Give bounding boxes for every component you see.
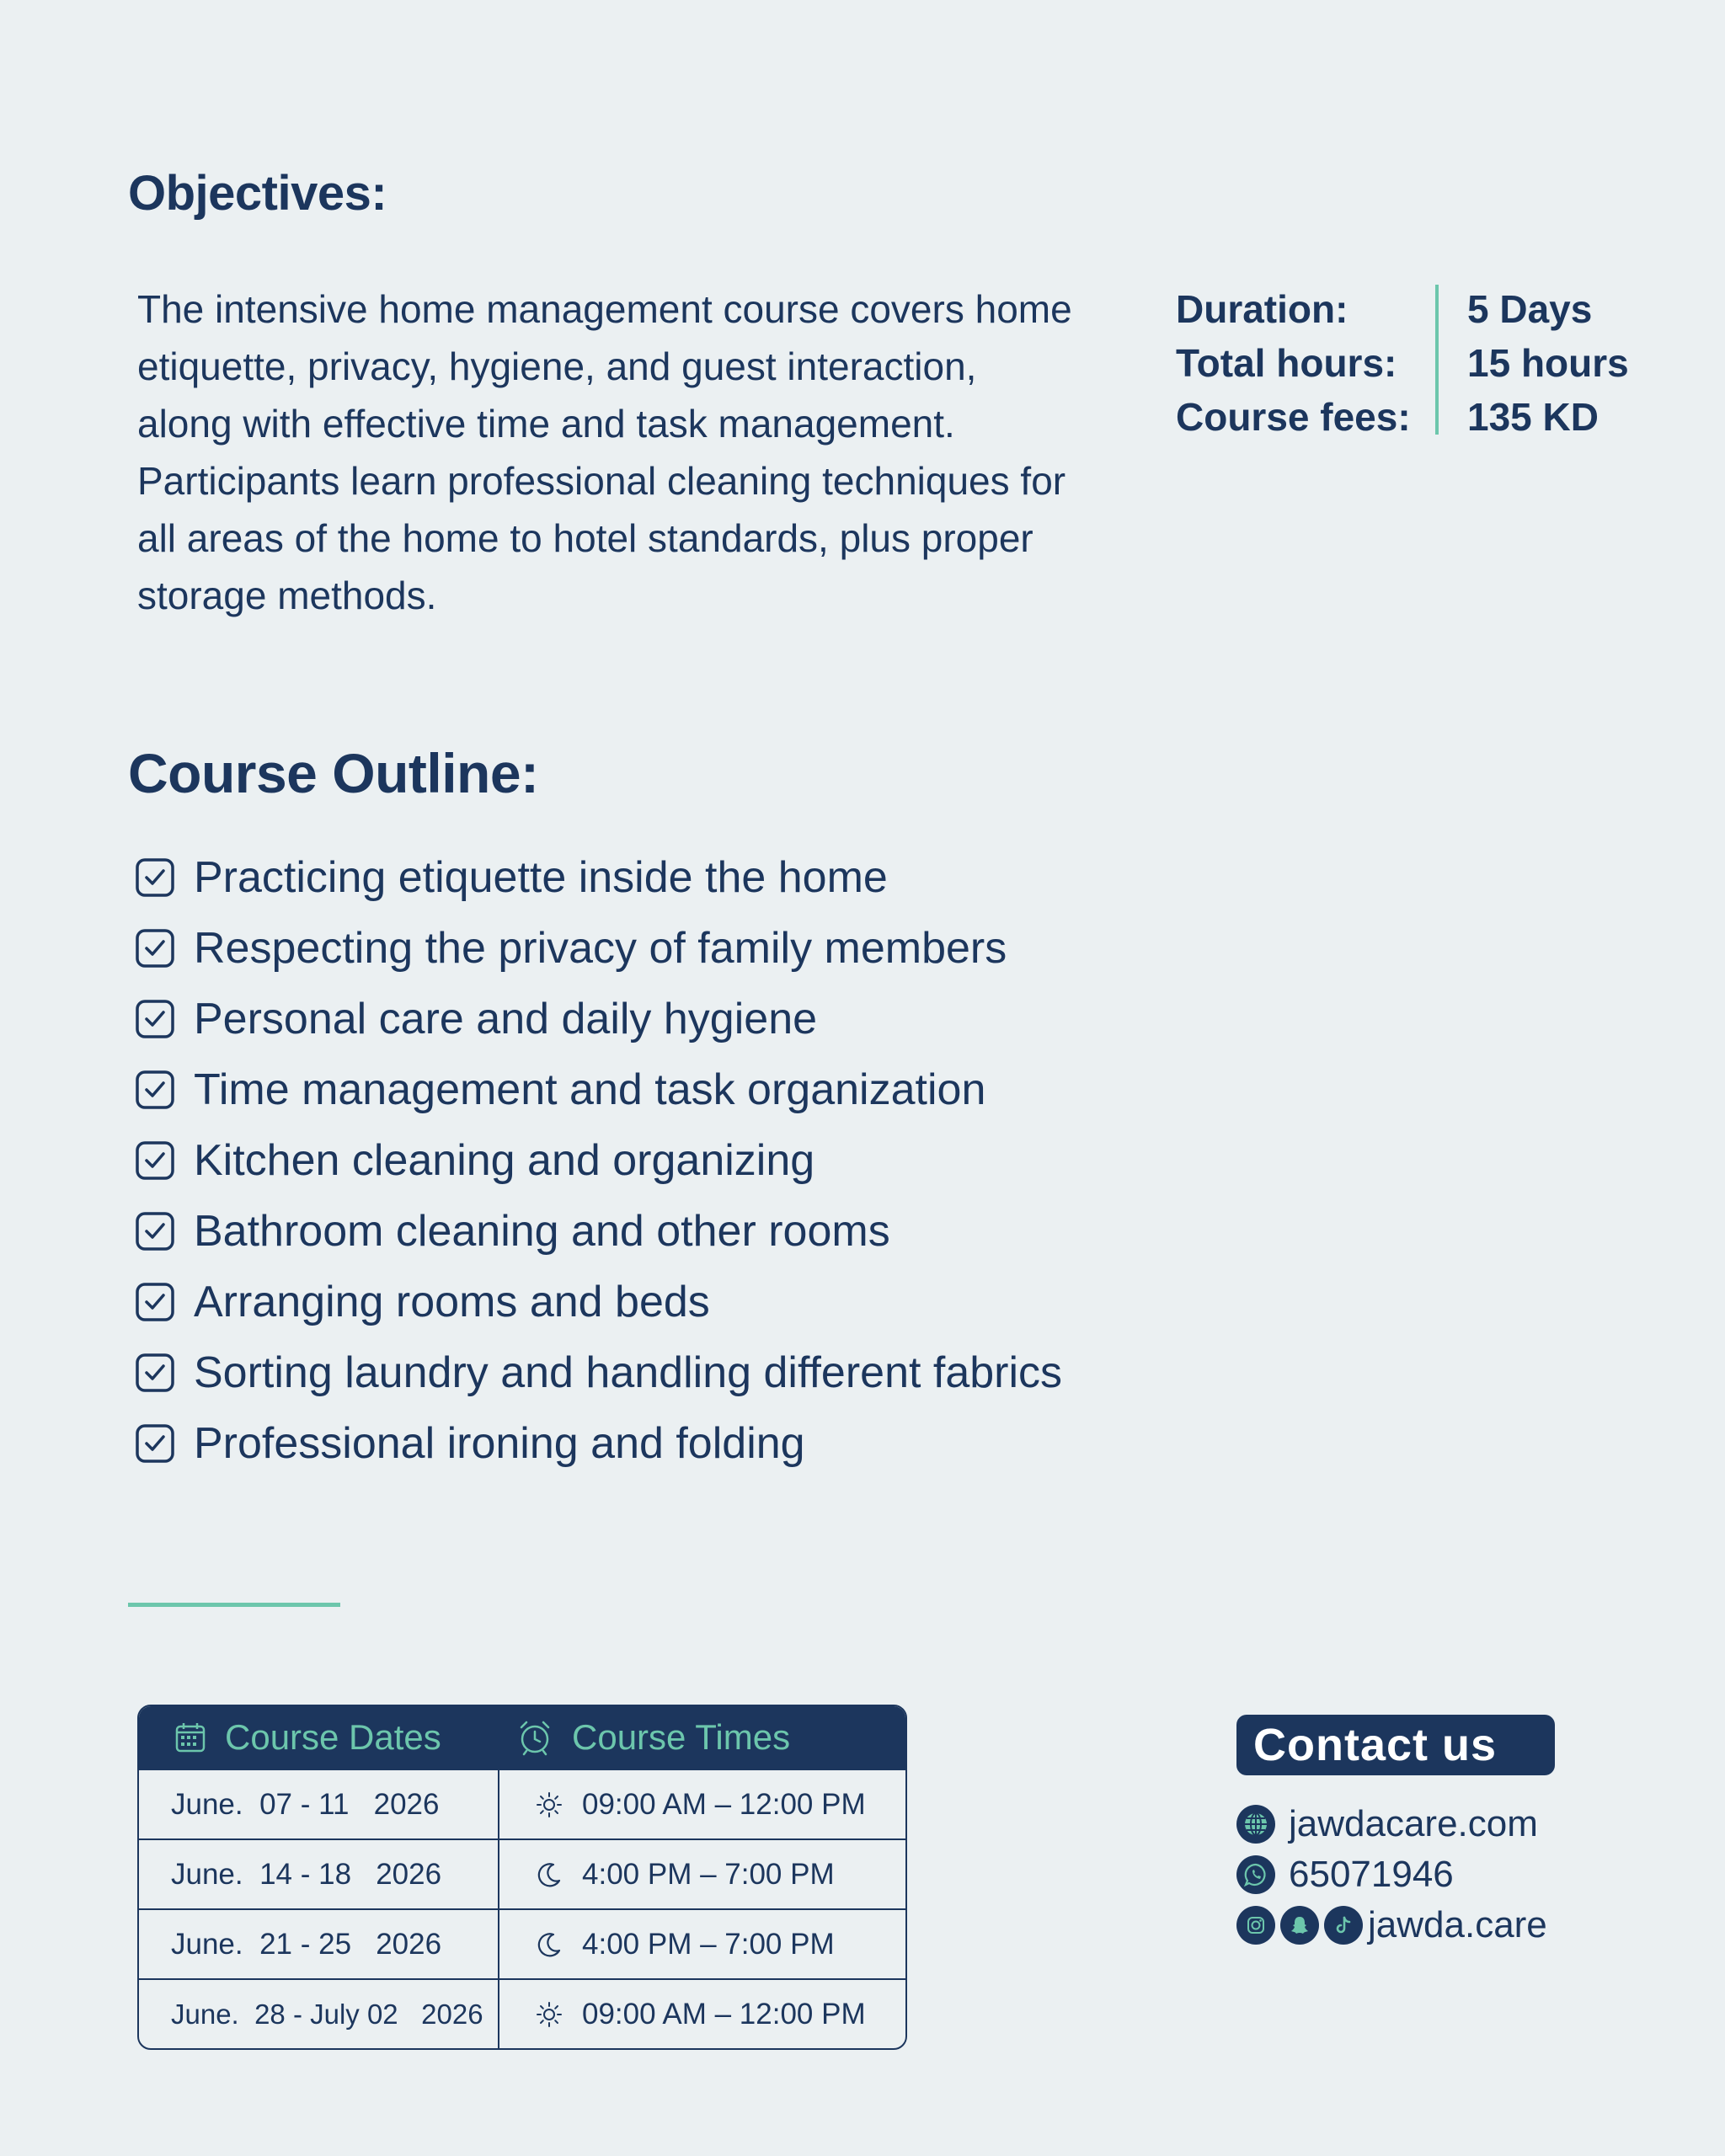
list-item	[135, 1125, 1062, 1196]
checkbox-checked-icon	[135, 928, 175, 969]
table-row	[139, 1908, 905, 1978]
time-cell-text: 4:00 PM – 7:00 PM	[582, 1927, 835, 1961]
accent-divider	[128, 1603, 340, 1607]
time-cell-text: 4:00 PM – 7:00 PM	[582, 1857, 835, 1891]
fact-duration-value: 5 Days	[1467, 287, 1593, 331]
fact-duration-label: Duration:	[1176, 287, 1348, 331]
outline-item-text: Professional ironing and folding	[194, 1419, 805, 1468]
fact-fees-label: Course fees:	[1176, 395, 1411, 439]
outline-heading: Course Outline:	[128, 742, 539, 804]
dates-header-cell	[139, 1717, 499, 1758]
checkbox-checked-icon	[135, 1211, 175, 1251]
contact-list	[1236, 1799, 1547, 1951]
globe-icon	[1236, 1805, 1275, 1844]
objectives-text: The intensive home management course covers home etiquette, privacy, hygiene, and guest interaction, along with effective time and task management. Participants learn professional cleaning techniques for all areas of the home to hotel standards, plus proper storage methods.	[137, 287, 1072, 617]
outline-item-text: Time management and task organization	[194, 1065, 986, 1114]
list-item	[135, 1196, 1062, 1267]
facts-divider	[1435, 285, 1439, 435]
whatsapp-icon	[1236, 1855, 1275, 1894]
list-item	[135, 842, 1062, 913]
course-fact-values	[1467, 282, 1629, 444]
checkbox-checked-icon	[135, 1070, 175, 1110]
contact-phone[interactable]	[1236, 1849, 1547, 1900]
outline-item-text: Personal care and daily hygiene	[194, 995, 818, 1043]
tiktok-icon	[1324, 1906, 1363, 1945]
checkbox-checked-icon	[135, 857, 175, 898]
outline-item-text: Respecting the privacy of family members	[194, 924, 1007, 973]
date-cell: June. 07 - 11 2026	[139, 1770, 499, 1838]
contact-social[interactable]	[1236, 1900, 1547, 1951]
snapchat-icon	[1280, 1906, 1319, 1945]
checkbox-checked-icon	[135, 1282, 175, 1322]
time-cell-text: 09:00 AM – 12:00 PM	[582, 1997, 866, 2031]
phone-text[interactable]: 65071946	[1289, 1854, 1454, 1895]
date-cell: June. 21 - 25 2026	[139, 1910, 499, 1978]
times-header-label: Course Times	[572, 1717, 791, 1757]
alarm-clock-icon	[516, 1719, 553, 1756]
list-item	[135, 913, 1062, 984]
checkbox-checked-icon	[135, 999, 175, 1039]
time-cell-text: 09:00 AM – 12:00 PM	[582, 1787, 866, 1821]
instagram-icon	[1236, 1906, 1275, 1945]
outline-list	[135, 842, 1062, 1479]
outline-item-text: Arranging rooms and beds	[194, 1278, 710, 1326]
date-cell: June. 14 - 18 2026	[139, 1840, 499, 1908]
times-header-cell	[499, 1717, 905, 1758]
checkbox-checked-icon	[135, 1353, 175, 1393]
list-item	[135, 984, 1062, 1054]
time-cell	[499, 1998, 905, 2031]
list-item	[135, 1054, 1062, 1125]
website-text[interactable]: jawdacare.com	[1289, 1803, 1538, 1844]
date-cell: June. 28 - July 02 2026	[139, 1980, 499, 2048]
schedule-header	[139, 1706, 905, 1769]
time-cell	[499, 1928, 905, 1961]
outline-item-text: Bathroom cleaning and other rooms	[194, 1207, 890, 1256]
time-cell	[499, 1858, 905, 1892]
outline-item-text: Practicing etiquette inside the home	[194, 853, 888, 902]
calendar-icon	[174, 1721, 206, 1753]
checkbox-checked-icon	[135, 1423, 175, 1464]
course-facts	[1176, 282, 1411, 444]
list-item	[135, 1267, 1062, 1337]
contact-website[interactable]	[1236, 1799, 1547, 1849]
contact-title: Contact us	[1236, 1715, 1555, 1775]
list-item	[135, 1408, 1062, 1479]
fact-fees-value: 135 KD	[1467, 395, 1599, 439]
time-cell	[499, 1788, 905, 1822]
moon-icon	[535, 1930, 563, 1959]
schedule-table	[137, 1705, 907, 2050]
table-row	[139, 1838, 905, 1908]
outline-item-text: Sorting laundry and handling different fabrics	[194, 1348, 1063, 1397]
social-handle-text[interactable]: jawda.care	[1368, 1904, 1547, 1945]
fact-hours-label: Total hours:	[1176, 341, 1397, 385]
table-row	[139, 1769, 905, 1838]
fact-hours-value: 15 hours	[1467, 341, 1629, 385]
objectives-heading: Objectives:	[128, 166, 387, 221]
checkbox-checked-icon	[135, 1140, 175, 1181]
list-item	[135, 1337, 1062, 1408]
sun-icon	[535, 1790, 563, 1819]
dates-header-label: Course Dates	[225, 1717, 441, 1757]
table-row	[139, 1978, 905, 2048]
sun-icon	[535, 2000, 563, 2029]
moon-icon	[535, 1860, 563, 1889]
outline-item-text: Kitchen cleaning and organizing	[194, 1136, 815, 1185]
